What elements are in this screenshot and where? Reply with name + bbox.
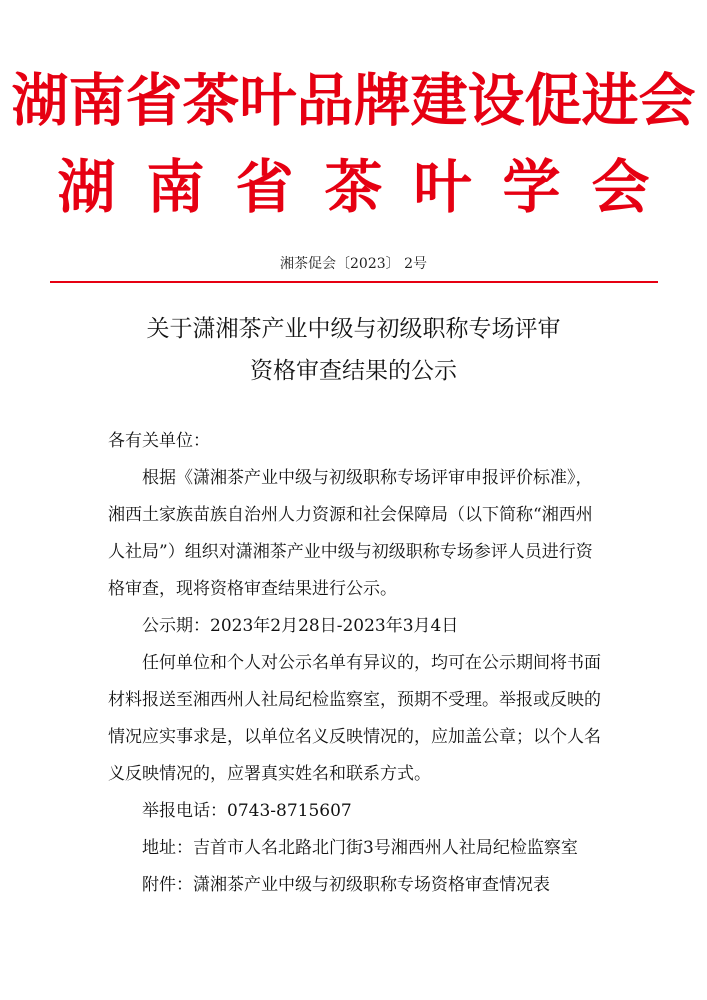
document-body bbox=[108, 423, 604, 904]
attachment: 附件：潇湘茶产业中级与初级职称专场资格审查情况表 bbox=[142, 875, 550, 895]
salutation: 各有关单位： bbox=[108, 431, 210, 451]
publicity-period: 公示期：2023年2月28日-2023年3月4日 bbox=[142, 616, 459, 636]
paragraph-basis: 根据《潇湘茶产业中级与初级职称专场评审申报评价标准》，湘西土家族苗族自治州人力资源和社会保障局（以下简称“湘西州人社局”）组织对潇湘茶产业中级与初级职称专场参评人员进行资格审查，现将资格审查结果进行公示。 bbox=[108, 468, 593, 599]
red-divider-line bbox=[50, 281, 658, 283]
organization-name-1: 湖南省茶叶品牌建设促进会 bbox=[11, 67, 696, 134]
document-number: 湘茶促会〔2023〕 2号 bbox=[280, 256, 427, 272]
organization-name-2: 湖南省茶叶学会 bbox=[57, 153, 681, 221]
report-phone: 举报电话：0743-8715607 bbox=[142, 801, 352, 821]
document-title-line-2: 资格审查结果的公示 bbox=[250, 358, 457, 384]
paragraph-objection: 任何单位和个人对公示名单有异议的，均可在公示期间将书面材料报送至湘西州人社局纪检监察室，预期不受理。举报或反映的情况应实事求是，以单位名义反映情况的，应加盖公章；以个人名义反映情况的，应署真实姓名和联系方式。 bbox=[108, 653, 601, 784]
document-title-line-1: 关于潇湘茶产业中级与初级职称专场评审 bbox=[146, 316, 561, 342]
address: 地址：吉首市人名北路北门街3号湘西州人社局纪检监察室 bbox=[142, 838, 578, 858]
